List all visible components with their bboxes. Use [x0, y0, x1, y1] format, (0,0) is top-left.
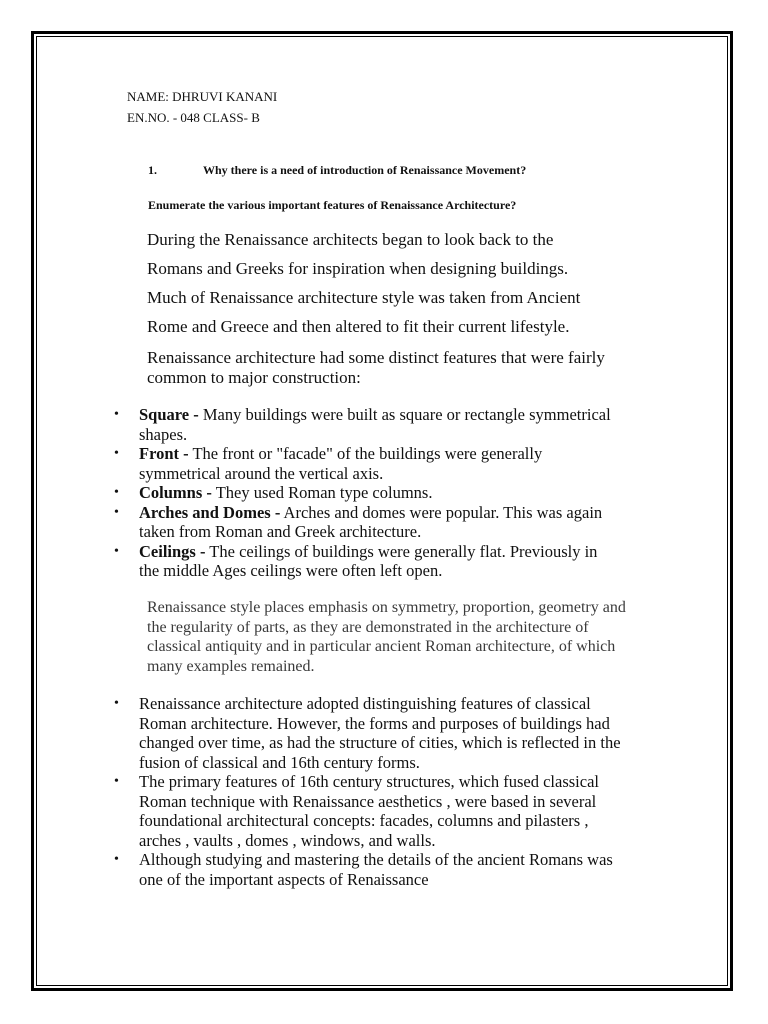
feature-text: They used Roman type columns.	[211, 483, 433, 502]
intro-line: Much of Renaissance architecture style was taken from Ancient	[147, 288, 581, 307]
list-item	[114, 483, 619, 503]
list-item-text: The primary features of 16th century structures, which fused classical Roman technique with Renaissance aesthetics , were based in several foundational architectural concepts: facades, columns and pilasters , arches , vaults , domes , windows, and walls.	[139, 772, 600, 850]
intro-line: Romans and Greeks for inspiration when designing buildings.	[147, 259, 569, 278]
feature-text: The ceilings of buildings were generally flat. Previously in the middle Ages ceilings were often left open.	[139, 541, 598, 580]
student-name: NAME: DHRUVI KANANI	[127, 89, 278, 104]
list-item	[114, 772, 629, 850]
list-item	[114, 850, 629, 889]
bullet-icon: •	[114, 407, 119, 422]
intro-line: During the Renaissance architects began to look back to the	[147, 230, 554, 249]
question-1: Why there is a need of introduction of Renaissance Movement?	[203, 163, 527, 177]
feature-text: The front or "facade" of the buildings were generally symmetrical around the vertical axis.	[139, 444, 543, 483]
quote-paragraph: Renaissance style places emphasis on symmetry, proportion, geometry and the regularity of parts, as they are demonstrated in the architecture of classical antiquity and in particular ancient Roman architecture, of which many examples remained.	[147, 599, 626, 675]
enrolment-class: EN.NO. - 048 CLASS- B	[127, 110, 260, 125]
feature-text: Many buildings were built as square or rectangle symmetrical shapes.	[139, 405, 611, 444]
bullet-icon: •	[114, 485, 119, 500]
feature-term: Ceilings -	[139, 541, 206, 561]
feature-term: Columns -	[139, 483, 212, 502]
list-item	[114, 502, 619, 542]
bullet-icon: •	[114, 696, 119, 711]
list-item	[114, 541, 619, 581]
question-2: Enumerate the various important features of Renaissance Architecture?	[148, 198, 517, 212]
list-item	[114, 694, 629, 772]
features-intro: Renaissance architecture had some distinct features that were fairly common to major construction:	[147, 348, 605, 387]
feature-list	[114, 405, 619, 581]
list-item	[114, 444, 619, 483]
bullet-icon: •	[114, 774, 119, 789]
feature-term: Arches and Domes -	[139, 502, 281, 522]
bullet-icon: •	[114, 852, 119, 867]
feature-term: Square -	[139, 405, 199, 424]
intro-line: Rome and Greece and then altered to fit their current lifestyle.	[147, 317, 570, 336]
feature-text: Arches and domes were popular. This was again taken from Roman and Greek architecture.	[139, 502, 603, 541]
bullet-icon: •	[114, 446, 119, 461]
feature-term: Front -	[139, 444, 189, 463]
list-item-text: Renaissance architecture adopted distinguishing features of classical Roman architecture. However, the forms and purposes of buildings had changed over time, as had the structure of cities, which is reflected in the fusion of classical and 16th century forms.	[139, 694, 621, 772]
concept-list	[114, 694, 629, 889]
list-item	[114, 405, 619, 444]
question-number: 1.	[148, 163, 157, 177]
bullet-icon: •	[114, 504, 119, 520]
list-item-text: Although studying and mastering the details of the ancient Romans was one of the important aspects of Renaissance	[139, 850, 613, 889]
bullet-icon: •	[114, 543, 119, 559]
